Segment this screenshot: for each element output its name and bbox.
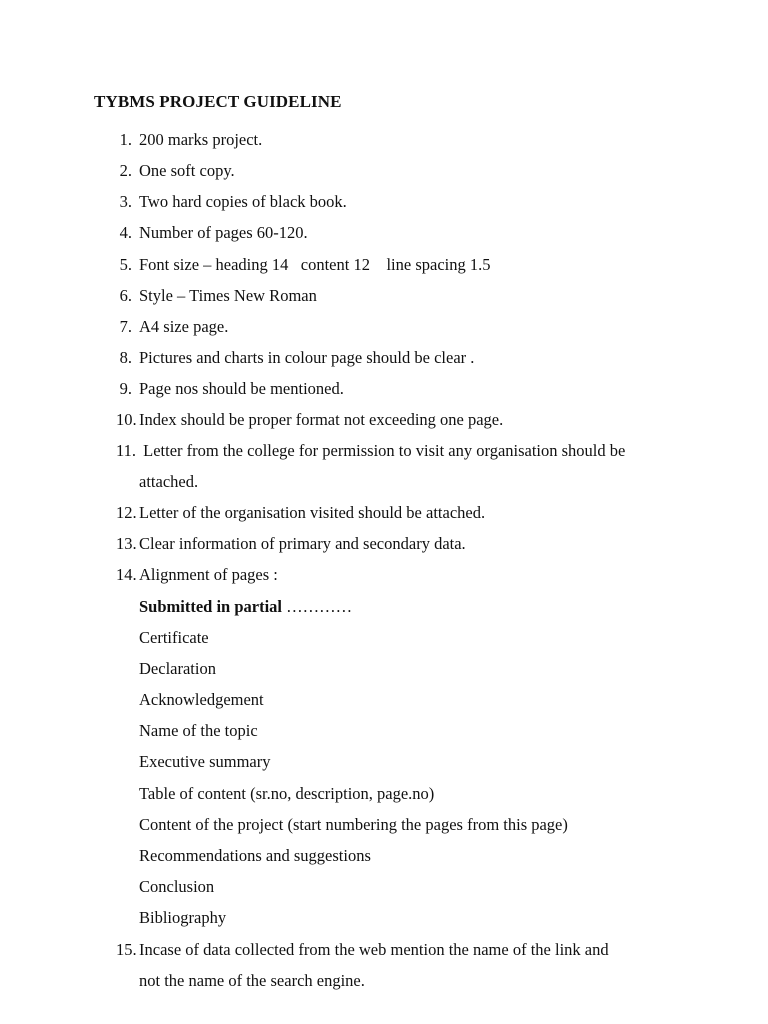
alignment-section-text: Bibliography <box>139 908 227 927</box>
alignment-section-text: Acknowledgement <box>139 690 264 709</box>
list-item-number: 5. <box>119 255 132 274</box>
alignment-section-text: Declaration <box>139 659 216 678</box>
list-item-text: Clear information of primary and secondary data. <box>139 534 466 553</box>
list-item-text: 200 marks project. <box>139 130 263 149</box>
list-item-text: attached. <box>139 472 199 491</box>
list-item-text: Incase of data collected from the web mention the name of the link and <box>139 940 609 959</box>
list-item-text: Font size – heading 14 content 12 line spacing 1.5 <box>139 255 491 274</box>
list-item-number: 14. <box>116 565 137 584</box>
list-item-number: 1. <box>119 130 132 149</box>
alignment-section-text: Name of the topic <box>139 721 258 740</box>
list-item-text: Letter of the organisation visited should be attached. <box>139 503 486 522</box>
list-item-number: 8. <box>119 348 132 367</box>
alignment-section-text: Table of content (sr.no, description, page.no) <box>139 784 435 803</box>
list-item-text: Number of pages 60-120. <box>139 223 308 242</box>
list-item-text: One soft copy. <box>139 161 235 180</box>
submitted-in-partial-label: Submitted in partial <box>139 597 283 616</box>
list-item-number: 7. <box>119 317 132 336</box>
alignment-section-text: Recommendations and suggestions <box>139 846 371 865</box>
alignment-section-text: Content of the project (start numbering the pages from this page) <box>139 815 568 834</box>
list-item-text: Letter from the college for permission to visit any organisation should be <box>139 441 626 460</box>
list-item-number: 11. <box>116 441 137 460</box>
list-item-number: 6. <box>119 286 132 305</box>
list-item-text: Index should be proper format not exceeding one page. <box>139 410 504 429</box>
list-item-text: Pictures and charts in colour page should be clear . <box>139 348 475 367</box>
list-item-number: 12. <box>116 503 137 522</box>
list-item-text: Alignment of pages : <box>139 565 278 584</box>
alignment-section-text: Certificate <box>139 628 209 647</box>
alignment-section-text: Conclusion <box>139 877 215 896</box>
page-title: TYBMS PROJECT GUIDELINE <box>94 92 342 111</box>
list-item-number: 15. <box>116 940 137 959</box>
list-item-number: 4. <box>119 223 132 242</box>
list-item-number: 2. <box>119 161 132 180</box>
list-item-text: Page nos should be mentioned. <box>139 379 344 398</box>
list-item-number: 10. <box>116 410 137 429</box>
list-item-number: 13. <box>116 534 137 553</box>
list-item-number: 9. <box>119 379 132 398</box>
submitted-dots: ………… <box>282 597 353 616</box>
list-item-text: not the name of the search engine. <box>139 971 365 990</box>
list-item-number: 3. <box>119 192 132 211</box>
alignment-section-text: Executive summary <box>139 752 271 771</box>
list-item-text: Two hard copies of black book. <box>139 192 347 211</box>
list-item-text: A4 size page. <box>139 317 229 336</box>
list-item-text: Style – Times New Roman <box>139 286 317 305</box>
